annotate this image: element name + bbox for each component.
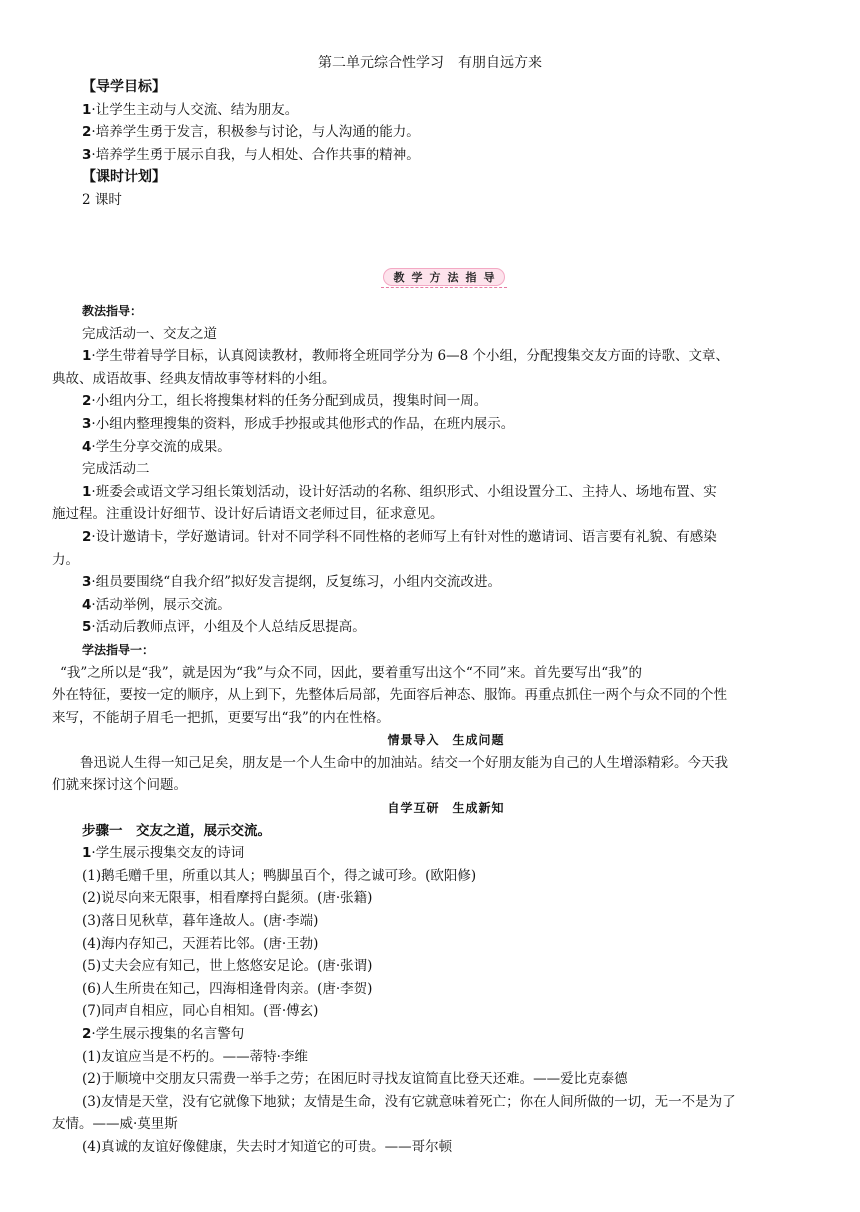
banner-underline <box>381 287 507 288</box>
activity-item: 4·活动举例，展示交流。 <box>82 596 231 613</box>
poem-item: (3)落日见秋草，暮年逢故人。(唐·李端) <box>82 913 319 930</box>
poem-item: (1)鹅毛赠千里，所重以其人；鸭脚虽百个，得之诚可珍。(欧阳修) <box>82 867 477 884</box>
quote-item-continued: 友情。——威·莫里斯 <box>52 1116 178 1133</box>
activity-item: 1·学生带着导学目标，认真阅读教材，教师将全班同学分为 6—8 个小组，分配搜集交友方面的诗歌、文章、 <box>82 348 729 365</box>
activity-item: 5·活动后教师点评，小组及个人总结反思提高。 <box>82 619 366 636</box>
poems-header: 1·学生展示搜集交友的诗词 <box>82 845 245 862</box>
intro-heading: 情景导入 生成问题 <box>387 733 505 748</box>
study-guide-label: 学法指导一： <box>82 642 155 657</box>
teaching-method-banner <box>381 265 507 289</box>
activity-item: 3·小组内整理搜集的资料，形成手抄报或其他形式的作品，在班内展示。 <box>82 415 515 432</box>
intro-line: 鲁迅说人生得一知己足矣，朋友是一个人生命中的加油站。结交一个好朋友能为自己的人生增添精彩。今天我 <box>80 754 728 771</box>
study-guide-line: 外在特征，要按一定的顺序，从上到下，先整体后局部，先面容后神态、服饰。再重点抓住一两个与众不同的个性 <box>52 687 727 704</box>
page-title: 第二单元综合性学习 有朋自远方来 <box>318 55 542 71</box>
banner-char: 学 <box>411 271 423 284</box>
activity2-title: 完成活动二 <box>82 461 150 478</box>
self-study-heading: 自学互研 生成新知 <box>387 801 505 816</box>
study-guide-line: “我”之所以是“我”，就是因为“我”与众不同，因此，要着重写出这个“不同”来。首先要写出“我”的 <box>60 664 643 681</box>
activity-item: 4·学生分享交流的成果。 <box>82 438 231 455</box>
banner-pill <box>383 268 505 286</box>
quote-item: (3)友情是天堂，没有它就像下地狱；友情是生命，没有它就意味着死亡；你在人间所做的一切，无一不是为了 <box>82 1093 736 1110</box>
banner-char: 教 <box>393 271 405 284</box>
poem-item: (7)同声自相应，同心自相知。(晋·傅玄) <box>82 1003 319 1020</box>
activity-item-continued: 力。 <box>52 551 79 568</box>
plan-text: 2 课时 <box>82 191 122 208</box>
banner-char: 方 <box>429 271 441 284</box>
activity1-title: 完成活动一、交友之道 <box>82 325 217 342</box>
poem-item: (2)说尽向来无限事，相看摩捋白髭须。(唐·张籍) <box>82 890 373 907</box>
activity-item: 2·小组内分工，组长将搜集材料的任务分配到成员，搜集时间一周。 <box>82 393 488 410</box>
activity-item: 3·组员要围绕“自我介绍”拟好发言提纲，反复练习，小组内交流改进。 <box>82 574 501 591</box>
step1-heading: 步骤一 交友之道，展示交流。 <box>82 822 271 839</box>
activity-item: 2·设计邀请卡，学好邀请词。针对不同学科不同性格的老师写上有针对性的邀请词、语言要有礼貌、有感染 <box>82 528 717 545</box>
study-guide-line: 来写，不能胡子眉毛一把抓，更要写出“我”的内在性格。 <box>52 709 390 726</box>
banner-char: 导 <box>483 271 495 284</box>
goals-header: 【导学目标】 <box>82 79 166 95</box>
activity-item-continued: 典故、成语故事、经典友情故事等材料的小组。 <box>52 370 336 387</box>
goal-item: 2·培养学生勇于发言，积极参与讨论，与人沟通的能力。 <box>82 124 420 141</box>
poem-item: (6)人生所贵在知己，四海相逢骨肉亲。(唐·李贺) <box>82 980 373 997</box>
quote-item: (4)真诚的友谊好像健康，失去时才知道它的可贵。——哥尔顿 <box>82 1138 453 1155</box>
plan-header: 【课时计划】 <box>82 169 166 186</box>
poem-item: (4)海内存知己，天涯若比邻。(唐·王勃) <box>82 935 319 952</box>
goals-section <box>82 76 810 212</box>
banner-char: 法 <box>447 271 459 284</box>
quote-item: (1)友谊应当是不朽的。——蒂特·李维 <box>82 1048 308 1065</box>
teaching-guide-section <box>52 300 810 1159</box>
quotes-header: 2·学生展示搜集的名言警句 <box>82 1026 245 1042</box>
intro-line: 们就来探讨这个问题。 <box>52 777 187 794</box>
teach-guide-label: 教法指导： <box>82 304 143 318</box>
poem-item: (5)丈夫会应有知己，世上悠悠安足论。(唐·张谓) <box>82 958 373 975</box>
banner-char: 指 <box>465 271 477 284</box>
activity-item-continued: 施过程。注重设计好细节、设计好后请语文老师过目，征求意见。 <box>52 506 444 523</box>
activity-item: 1·班委会或语文学习组长策划活动，设计好活动的名称、组织形式、小组设置分工、主持人、场地布置、实 <box>82 483 717 500</box>
quote-item: (2)于顺境中交朋友只需费一举手之劳；在困厄时寻找友谊简直比登天还难。——爱比克泰德 <box>82 1071 628 1088</box>
goal-item: 3·培养学生勇于展示自我，与人相处、合作共事的精神。 <box>82 146 420 163</box>
goal-item: 1·让学生主动与人交流、结为朋友。 <box>82 101 299 118</box>
